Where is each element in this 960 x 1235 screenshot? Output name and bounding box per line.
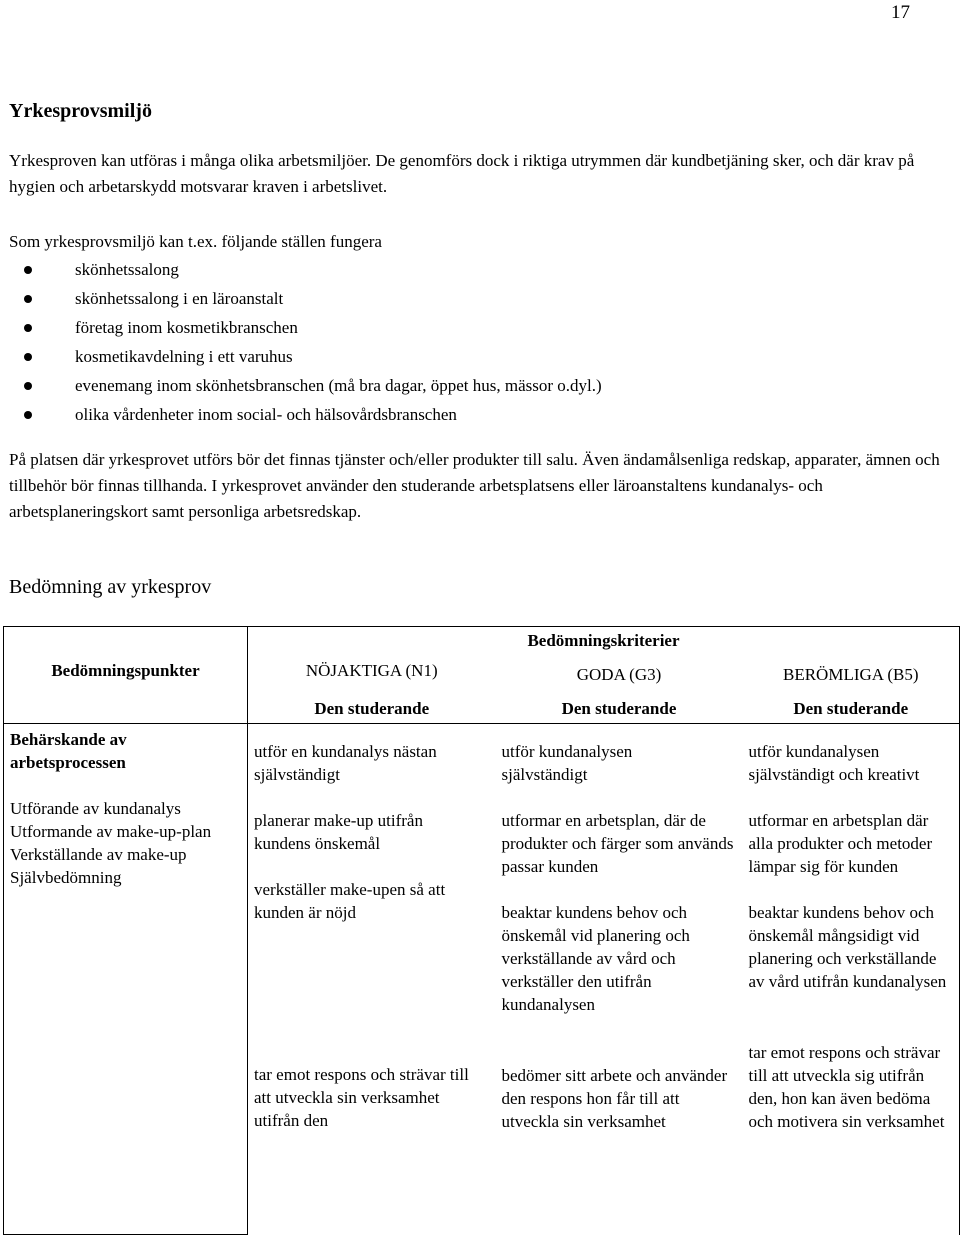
criteria-header: Bedömningskriterier: [248, 627, 960, 656]
points-item: Verkställande av make-up: [10, 845, 187, 864]
points-item: Utformande av make-up-plan: [10, 822, 212, 841]
list-item: [9, 373, 602, 402]
n1-criterion: verkställer make-upen så att kunden är nöjd: [254, 880, 446, 922]
g3-criterion: utför kundanalysen självständigt: [501, 742, 633, 784]
points-header-cell: [4, 627, 248, 696]
n1-cell: [248, 724, 496, 1235]
bullet-icon: [24, 266, 32, 274]
list-item: [9, 286, 602, 315]
b5-criterion: utför kundanalysen självständigt och kreativt: [748, 742, 920, 784]
environment-list: [9, 257, 602, 431]
n1-criterion: tar emot respons och strävar till att utveckla sin verksamhet utifrån den: [254, 1065, 469, 1130]
bullet-icon: [24, 295, 32, 303]
section-title-assessment: Bedömning av yrkesprov: [9, 576, 212, 598]
section-title-environment: Yrkesprovsmiljö: [9, 100, 152, 122]
b5-criterion: utformar en arbetsplan där alla produkter och metoder lämpar sig för kunden: [748, 811, 933, 876]
b5-criterion: beaktar kundens behov och önskemål mångsidigt vid planering och verkställande av vård utifrån kundanalysen: [748, 903, 947, 991]
n1-criterion: planerar make-up utifrån kundens önskemål: [254, 811, 423, 853]
points-item: Utförande av kundanalys: [10, 799, 181, 818]
level-g3: GODA (G3): [576, 665, 662, 684]
list-item-text: skönhetssalong: [75, 260, 179, 279]
bullet-icon: [24, 353, 32, 361]
subheader-g3: Den studerande: [561, 699, 677, 718]
g3-criterion: bedömer sitt arbete och använder den respons hon får till att utveckla sin verksamhet: [501, 1066, 728, 1131]
bullet-icon: [24, 324, 32, 332]
list-item: [9, 257, 602, 286]
points-item: Självbedömning: [10, 868, 122, 887]
list-item-text: olika vårdenheter inom social- och hälsovårdsbranschen: [75, 405, 457, 424]
subheader-n1: Den studerande: [314, 699, 430, 718]
level-b5: BERÖMLIGA (B5): [743, 655, 960, 695]
points-spacer: [4, 695, 248, 724]
level-n1: NÖJAKTIGA (N1): [305, 661, 438, 680]
environment-lead-in: Som yrkesprovsmiljö kan t.ex. följande ställen fungera: [9, 232, 382, 251]
points-header: Bedömningspunkter: [51, 661, 200, 680]
list-item: [9, 344, 602, 373]
b5-cell: [743, 724, 960, 1235]
b5-criterion: tar emot respons och strävar till att utveckla sig utifrån den, hon kan även bedöma och motivera sin verksamhet: [748, 1043, 945, 1131]
g3-cell: [496, 724, 743, 1235]
g3-criterion: utformar en arbetsplan, där de produkter och färger som används passar kunden: [501, 811, 734, 876]
list-item: [9, 402, 602, 431]
workplace-paragraph: På platsen där yrkesprovet utförs bör det finnas tjänster och/eller produkter till salu. Även ändamålsenliga redskap, apparater, ämnen och tillbehör bör finnas tillhanda. I yrkesprovet använder den studerande arbetsplatsens eller läroanstaltens kundanalys- och arbetsplaneringskort samt personliga arbetsredskap.: [9, 450, 940, 521]
n1-criterion: utför en kundanalys nästan självständigt: [254, 742, 437, 784]
list-item-text: skönhetssalong i en läroanstalt: [75, 289, 284, 308]
bullet-icon: [24, 411, 32, 419]
list-item-text: evenemang inom skönhetsbranschen (må bra dagar, öppet hus, mässor o.dyl.): [75, 376, 602, 395]
list-item-text: kosmetikavdelning i ett varuhus: [75, 347, 293, 366]
subheader-b5: Den studerande: [743, 695, 960, 724]
points-cell: [4, 724, 248, 1235]
g3-criterion: beaktar kundens behov och önskemål vid planering och verkställande av vård och verkställer den utifrån kundanalysen: [501, 903, 690, 1014]
bullet-icon: [24, 382, 32, 390]
list-item: [9, 315, 602, 344]
intro-paragraph: Yrkesproven kan utföras i många olika arbetsmiljöer. De genomförs dock i riktiga utrymmen där kundbetjäning sker, och där krav på hygien och arbetarskydd motsvarar kraven i arbetslivet.: [9, 151, 915, 196]
points-title: Behärskande av arbetsprocessen: [10, 730, 127, 772]
assessment-table: [3, 626, 960, 1235]
list-item-text: företag inom kosmetikbranschen: [75, 318, 298, 337]
page-number: 17: [891, 2, 910, 23]
